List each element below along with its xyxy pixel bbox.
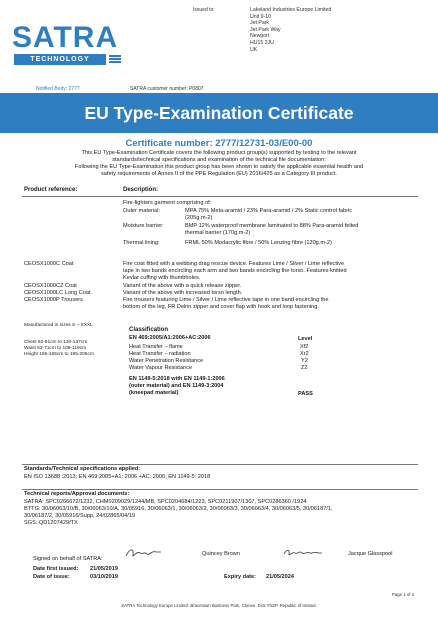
- desc-line: tape in two bands encircling each arm and two bands encircling the torso. Features knitted: [123, 267, 347, 274]
- thermal-lining-desc: [185, 240, 332, 247]
- layer-line: BMP 12% waterproof membrane laminated to 88% Para-aramid felted: [185, 223, 359, 229]
- first-issued-date: 21/05/2019: [90, 566, 118, 572]
- logo-bars-icon: [109, 55, 121, 64]
- sizes-title: Manufactured in sizes S – XXXL: [24, 323, 93, 328]
- report-line: BTTG: 30/06063/10/B, 30/06063/10/A, 30/05916, 30/06063/1, 30/06063/2, 30/06063/3, 30/06063/4, 30/06063/5, 30/06187/1,: [24, 505, 333, 512]
- classification-level: Xr2: [300, 351, 309, 357]
- address-line: Jet Park: [250, 20, 270, 27]
- std-line: (kneepad material): [129, 389, 179, 396]
- address-line: Newport: [250, 33, 270, 40]
- expiry-date: 21/05/2024: [266, 574, 294, 580]
- first-issued-label: Date first issued:: [33, 566, 79, 572]
- intro-line: safety requirements of Annex II of the PPE Regulation (EU) 2016/425 as a Category III product.: [100, 170, 337, 177]
- product-desc: [123, 297, 423, 311]
- moisture-barrier-label: Moisture barrier:: [123, 223, 164, 229]
- product-ref: CEOSX1000CZ Coat: [24, 283, 77, 289]
- customer-number: SATRA customer number: P0807: [130, 86, 204, 92]
- signatory-name-2: Jacque Glasspool: [348, 551, 393, 557]
- classification-row-name: Heat Transfer – flame: [129, 344, 183, 350]
- thermal-lining-label: Thermal lining:: [123, 240, 160, 246]
- product-ref: CEOSX1000C Coat: [24, 261, 74, 267]
- reports-list: [24, 499, 333, 527]
- classification-row-name: Heat Transfer – radiation: [129, 351, 191, 357]
- signatory-name-1: Quincey Brown: [202, 551, 240, 557]
- intro-line: Following the EU Type-Examination this product group has been shown to satisfy the applicable essential health and: [74, 163, 364, 170]
- classification-standard: EN 469:2005/A1:2006+AC:2006: [129, 335, 211, 341]
- classification-level: Z2: [301, 365, 308, 371]
- outer-material-label: Outer material:: [123, 208, 160, 214]
- report-line: 30/06187/2, 30/05916/Supp, 24/02865/04/19: [24, 512, 136, 519]
- expiry-date-label: Expiry date:: [224, 574, 257, 580]
- certificate-number: Certificate number: 2777/12731-03/E00-00: [125, 138, 313, 149]
- product-ref: CEOSX1000LC Long Coat: [24, 290, 91, 296]
- certificate-intro: [22, 150, 416, 178]
- reports-title: Technical reports/Approval documents:: [24, 491, 130, 497]
- std-line: EN 1149-5:2018 with EN 1149-1:2006: [129, 376, 225, 382]
- desc-line: bottom of the leg, FR Delrin zipper and cover flap with hook and loop fastening.: [123, 303, 319, 310]
- layer-line: MPA 75% Meta-aramid / 23% Para-aramid / 2% Static control fabric: [185, 208, 353, 214]
- size-line: Chest 83-91cm to 130-137cm: [24, 340, 88, 345]
- logo-subtitle: TECHNOLOGY: [14, 54, 106, 65]
- issued-to-label: Issued to:: [193, 7, 215, 13]
- report-line: SGS: QD1207429/TX: [24, 519, 78, 526]
- layer-line: (205g.m-2): [185, 214, 213, 221]
- desc-line: Fire coat fitted with a webbing drag rescue device. Features Lime / Silver / Lime reflective: [123, 261, 345, 267]
- size-line: Height 155-165cm to 195-205cm: [24, 352, 94, 357]
- logo-wordmark: SATRA: [12, 21, 119, 54]
- certificate-title: EU Type-Examination Certificate: [84, 103, 354, 123]
- product-ref: CEOSX1000P Trousers: [24, 297, 83, 303]
- title-banner: [0, 93, 438, 133]
- issue-date: 03/10/2019: [90, 574, 118, 580]
- signature-jacque-glasspool: [282, 546, 324, 558]
- issue-date-label: Date of issue:: [33, 574, 70, 580]
- signature-quincey-brown: [124, 546, 164, 560]
- footer-address: SATRA Technology Europe Limited. Bracetown Business Park, Clonee. D15 YN2P. Republic of Ireland.: [121, 603, 317, 608]
- address-line: Jet Park Way: [250, 26, 281, 33]
- address-line: UK: [250, 46, 258, 53]
- size-line: Waist 63-71cm to 109-119cm: [24, 346, 87, 351]
- antistatic-result: PASS: [298, 391, 313, 397]
- outer-material-desc: [185, 208, 352, 222]
- satra-logo: [12, 22, 122, 70]
- product-reference-header: Product reference:: [24, 187, 78, 193]
- classification-title: Classification: [129, 327, 169, 333]
- std-line: (outer material) and EN 1149-3:2004: [129, 382, 224, 389]
- section-divider: [22, 464, 418, 465]
- product-desc: [123, 261, 423, 282]
- intro-line: standards/technical specifications and examination of the technical file documentation:: [112, 156, 326, 163]
- signed-label: Signed on behalf of SATRA:: [33, 556, 103, 562]
- moisture-barrier-desc: [185, 223, 358, 237]
- section-divider: [22, 489, 418, 490]
- standards-title: Standards/Technical specifications applied:: [24, 466, 141, 472]
- address-line: Unit 9-10: [250, 13, 272, 20]
- classification-level: Xf2: [300, 344, 309, 350]
- recipient-address: [250, 7, 331, 53]
- classification-row-name: Water Penetration Resistance: [129, 358, 204, 364]
- standards-text: EN ISO 13688 :2013; EN 469:2005+A1: 2006 +AC: 2006; EN 1149-5: 2018: [24, 474, 211, 480]
- address-line: Lakeland Industries Europe Limited: [250, 7, 332, 13]
- classification-row-name: Water Vapour Resistance: [129, 365, 193, 371]
- header-divider: [22, 196, 418, 197]
- layer-line: FRML 50% Modacrylic fibre / 50% Lenzing fibre (120g.m-2): [185, 240, 332, 246]
- layer-line: thermal barrier (170g.m-2): [185, 229, 251, 236]
- desc-line: Fire trousers featuring Lime / Silver / Lime reflective tape in one band encircling the: [123, 297, 329, 303]
- sizes-list: [24, 340, 94, 358]
- report-line: SATRA: SPC0266672/1232, CHM0209029/1244/MB, SPC0204684/1223, SPC0211907/1307, SPC0286360 /1924: [24, 499, 307, 505]
- classification-level: Y2: [301, 358, 308, 364]
- page-number: Page 1 of 2: [392, 592, 414, 597]
- intro-line: This EU Type-Examination Certificate covers the following product group(s) supported by testing to the relevant: [81, 150, 357, 156]
- garment-intro: Fire-fighters garment comprising of:: [123, 200, 212, 206]
- product-desc: Variant of the above with a quick release zipper.: [123, 283, 242, 289]
- address-line: HU15 2JU: [250, 39, 274, 46]
- level-label: Level: [298, 336, 313, 342]
- product-desc: Variant of the above with increased torso length.: [123, 290, 243, 296]
- antistatic-standard: [129, 376, 225, 397]
- description-header: Description:: [123, 187, 159, 193]
- notified-body: Notified Body: 2777: [36, 86, 80, 92]
- desc-line: Kevlar cuffing with thumbholes.: [123, 274, 201, 281]
